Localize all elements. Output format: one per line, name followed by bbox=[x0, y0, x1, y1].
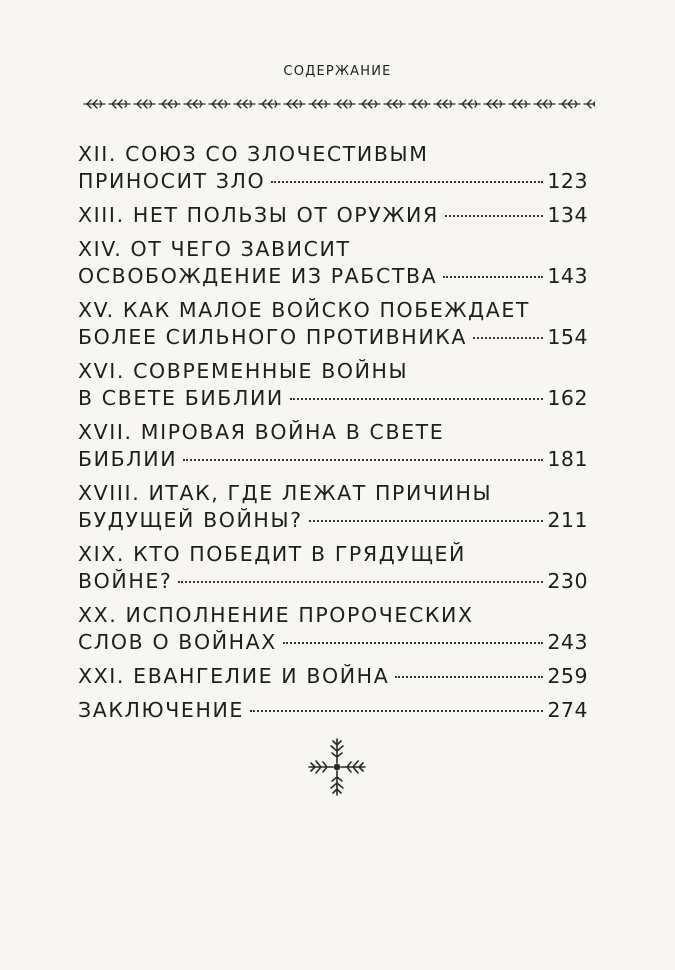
toc-entry-title-line: ЗАКЛЮЧЕНИЕ bbox=[78, 698, 244, 722]
decorative-vine-divider-icon bbox=[80, 97, 595, 111]
toc-entry-last-line bbox=[78, 663, 588, 690]
toc-entry-title-line: ВОЙНЕ? bbox=[78, 569, 173, 593]
toc-page-number: 243 bbox=[547, 630, 588, 654]
toc-page-number: 181 bbox=[547, 447, 588, 471]
toc-entry bbox=[78, 297, 588, 351]
toc-entry-title-line: XVI. СОВРЕМЕННЫЕ ВОЙНЫ bbox=[78, 359, 409, 383]
toc-entry-title-line: XIX. КТО ПОБЕДИТ В ГРЯДУЩЕЙ bbox=[78, 542, 466, 566]
toc-page-number: 259 bbox=[547, 664, 588, 688]
toc-entry-title-line: БИБЛИИ bbox=[78, 447, 178, 471]
dot-leader bbox=[183, 459, 543, 461]
toc-entry-title-line: XVII. МIРОВАЯ ВОЙНА В СВЕТЕ bbox=[78, 420, 445, 444]
toc-entry-title-line: XX. ИСПОЛНЕНИЕ ПРОРОЧЕСКИХ bbox=[78, 603, 474, 627]
toc-entry bbox=[78, 141, 588, 195]
dot-leader bbox=[445, 215, 544, 217]
toc-entry bbox=[78, 541, 588, 595]
toc-entry-last-line bbox=[78, 629, 588, 656]
toc-entry-title-line: XIII. НЕТ ПОЛЬЗЫ ОТ ОРУЖИЯ bbox=[78, 203, 439, 227]
toc-page-number: 143 bbox=[547, 264, 588, 288]
toc-entry-last-line bbox=[78, 568, 588, 595]
dot-leader bbox=[271, 181, 543, 183]
toc-entry-title-line: XIV. ОТ ЧЕГО ЗАВИСИТ bbox=[78, 237, 351, 261]
toc-entry-title-line: СЛОВ О ВОЙНАХ bbox=[78, 630, 277, 654]
toc-entry-title-line: XV. КАК МАЛОЕ ВОЙСКО ПОБЕЖДАЕТ bbox=[78, 298, 531, 322]
toc-entry-title-line: XXI. ЕВАНГЕЛИЕ И ВОЙНА bbox=[78, 664, 390, 688]
toc-entry-last-line bbox=[78, 202, 588, 229]
snowflake-fleuron-icon bbox=[305, 735, 369, 799]
toc-entry-last-line bbox=[78, 697, 588, 724]
toc-entry-title-line: XII. СОЮЗ СО ЗЛОЧЕСТИВЫМ bbox=[78, 142, 429, 166]
toc-entry-title-line: В СВЕТЕ БИБЛИИ bbox=[78, 386, 284, 410]
toc-entry bbox=[78, 480, 588, 534]
toc-entry-title-line: ПРИНОСИТ ЗЛО bbox=[78, 169, 266, 193]
toc-entry-last-line bbox=[78, 324, 588, 351]
table-of-contents bbox=[78, 141, 588, 731]
toc-entry-last-line bbox=[78, 507, 588, 534]
dot-leader bbox=[395, 676, 543, 678]
toc-entry bbox=[78, 236, 588, 290]
dot-leader bbox=[283, 642, 543, 644]
toc-entry bbox=[78, 202, 588, 229]
toc-entry-last-line bbox=[78, 446, 588, 473]
toc-entry-title-line: БОЛЕЕ СИЛЬНОГО ПРОТИВНИКА bbox=[78, 325, 468, 349]
toc-page-number: 211 bbox=[547, 508, 588, 532]
toc-page-number: 154 bbox=[547, 325, 588, 349]
dot-leader bbox=[290, 398, 544, 400]
toc-page-number: 134 bbox=[547, 203, 588, 227]
toc-entry-last-line bbox=[78, 385, 588, 412]
toc-entry-title-line: ОСВОБОЖДЕНИЕ ИЗ РАБСТВА bbox=[78, 264, 438, 288]
toc-entry-last-line bbox=[78, 263, 588, 290]
toc-entry bbox=[78, 697, 588, 724]
toc-page-number: 162 bbox=[547, 386, 588, 410]
toc-entry bbox=[78, 602, 588, 656]
toc-entry bbox=[78, 419, 588, 473]
toc-entry-title-line: XVIII. ИТАК, ГДЕ ЛЕЖАТ ПРИЧИНЫ bbox=[78, 481, 493, 505]
dot-leader bbox=[473, 337, 543, 339]
dot-leader bbox=[443, 276, 543, 278]
page-title: СОДЕРЖАНИЕ bbox=[283, 64, 392, 79]
dot-leader bbox=[250, 710, 543, 712]
toc-entry-title-line: БУДУЩЕЙ ВОЙНЫ? bbox=[78, 508, 303, 532]
dot-leader bbox=[178, 581, 543, 583]
dot-leader bbox=[309, 520, 544, 522]
toc-entry bbox=[78, 358, 588, 412]
toc-entry bbox=[78, 663, 588, 690]
toc-page-number: 230 bbox=[547, 569, 588, 593]
toc-entry-last-line bbox=[78, 168, 588, 195]
toc-page-number: 123 bbox=[547, 169, 588, 193]
toc-page-number: 274 bbox=[547, 698, 588, 722]
